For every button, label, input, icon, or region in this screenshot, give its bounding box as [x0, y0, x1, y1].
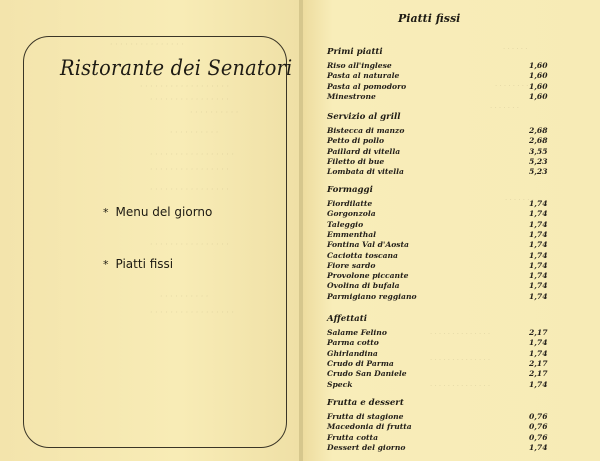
bleed-through-text: · · · · · · · · · · · · · · · · — [150, 95, 229, 104]
bullet-star-icon: * — [103, 206, 109, 219]
menu-item-name: Riso all'inglese — [327, 61, 392, 70]
menu-item-name: Macedonia di frutta — [327, 422, 412, 432]
menu-item-name: Fiore sardo — [327, 260, 376, 270]
menu-item-price: 1,74 — [529, 240, 548, 250]
menu-link-label: Menu del giorno — [115, 205, 213, 219]
menu-link-label: Piatti fissi — [115, 257, 174, 271]
menu-item-price: 1,74 — [529, 229, 548, 239]
menu-item-name: Pasta al naturale — [327, 71, 400, 81]
bleed-through-text: · · · · · · · · · · — [170, 128, 219, 137]
menu-item-price: 1,60 — [529, 71, 548, 81]
menu-item-price: 2,17 — [529, 358, 548, 368]
menu-del-giorno-link[interactable] — [103, 205, 212, 219]
bleed-through-text: · · · · · · · · · · · · · · · · — [150, 165, 229, 174]
menu-item-name: Pasta al pomodoro — [327, 81, 407, 91]
bleed-through-text: · · · · · · · · · · · · · · — [430, 330, 491, 338]
menu-item-name: Filetto di bue — [327, 156, 385, 166]
left-page — [0, 0, 299, 461]
menu-item-name: Fontina Val d'Aosta — [327, 240, 409, 250]
menu-item-name: Emmenthal — [327, 229, 377, 239]
bleed-through-text: · · · · · · · · · · — [190, 108, 239, 117]
menu-item-name: Ovolina di bufala — [327, 281, 400, 291]
bleed-through-text: · · · · · · · — [505, 196, 534, 204]
menu-item-price: 1,60 — [529, 91, 548, 101]
menu-item-name: Salame Felino — [327, 328, 387, 337]
menu-item-price: 0,76 — [529, 412, 548, 421]
menu-item-name: Lombata di vitella — [327, 167, 404, 177]
menu-item-name: Ghirlandina — [327, 348, 378, 358]
menu-border-frame — [23, 36, 287, 448]
bleed-through-text: · · · · · · · · · · · · · · · · · · — [140, 82, 230, 91]
menu-item-price: 2,68 — [529, 136, 548, 146]
menu-item-name: Bistecca di manzo — [327, 126, 405, 135]
bleed-through-text: · · · · · · · — [490, 104, 519, 112]
bleed-through-text: · · · · · · · · · · · · · · — [430, 382, 491, 390]
menu-item-name: Taleggio — [327, 219, 364, 229]
menu-item-price: 1,74 — [529, 379, 548, 389]
bleed-through-text: · · · · · · · · · · · · · · · — [110, 40, 184, 49]
bleed-through-text: · · · · · · · · · · · · · · — [430, 356, 491, 364]
menu-item-name: Crudo di Parma — [327, 358, 394, 368]
menu-item-name: Gorgonzola — [327, 209, 376, 219]
piatti-fissi-link[interactable] — [103, 257, 173, 271]
bleed-through-text: · · · · · · · · · · · · · · · · — [150, 185, 229, 194]
menu-item-price: 1,74 — [529, 338, 548, 348]
section-title: Primi piatti — [327, 47, 383, 57]
menu-item-price: 1,74 — [529, 442, 548, 452]
bullet-star-icon: * — [103, 258, 109, 271]
section-title: Affettati — [327, 314, 367, 324]
menu-item-price: 0,76 — [529, 432, 548, 442]
menu-item-name: Crudo San Daniele — [327, 369, 407, 379]
menu-item-price: 3,55 — [529, 146, 548, 156]
bleed-through-text: · · · · · · · · · · · · · · · · · — [150, 308, 234, 317]
section-title: Servizio al grill — [327, 112, 401, 122]
menu-item-name: Frutta di stagione — [327, 412, 404, 421]
menu-item-name: Petto di pollo — [327, 136, 385, 146]
restaurant-name: Ristorante dei Senatori — [60, 56, 293, 80]
menu-item-price: 2,17 — [529, 328, 548, 337]
menu-item-price: 2,68 — [529, 126, 548, 135]
bleed-through-text: · · · · · · · · · · · · · · · · · — [150, 150, 234, 159]
menu-item-price: 1,74 — [529, 260, 548, 270]
page-title: Piatti fissi — [398, 12, 461, 25]
menu-item-price: 1,74 — [529, 271, 548, 281]
menu-item-price: 1,74 — [529, 291, 548, 301]
menu-item-price: 1,74 — [529, 219, 548, 229]
menu-item-name: Fiordilatte — [327, 199, 373, 208]
menu-item-name: Provolone piccante — [327, 271, 409, 281]
section-title: Frutta e dessert — [327, 398, 404, 408]
menu-item-name: Parma cotto — [327, 338, 379, 348]
menu-item-name: Minestrone — [327, 91, 376, 101]
menu-item-price: 1,74 — [529, 348, 548, 358]
menu-item-price: 1,60 — [529, 61, 548, 70]
menu-item-price: 5,23 — [529, 167, 548, 177]
menu-item-price: 1,74 — [529, 250, 548, 260]
section-title: Formaggi — [327, 185, 373, 195]
bleed-through-text: · · · · · · · · · · · · · · · · — [150, 240, 229, 249]
menu-item-name: Dessert del giorno — [327, 442, 406, 452]
menu-item-price: 1,74 — [529, 199, 548, 208]
menu-item-price: 1,60 — [529, 81, 548, 91]
menu-item-price: 1,74 — [529, 281, 548, 291]
menu-item-name: Paillard di vitella — [327, 146, 401, 156]
menu-item-name: Frutta cotta — [327, 432, 378, 442]
menu-item-name: Speck — [327, 379, 353, 389]
bleed-through-text: · · · · · · · · · — [495, 82, 533, 90]
menu-item-price: 1,74 — [529, 209, 548, 219]
bleed-through-text: · · · · · · — [503, 45, 528, 53]
menu-item-name: Caciotta toscana — [327, 250, 398, 260]
menu-item-price: 0,76 — [529, 422, 548, 432]
menu-item-price: 5,23 — [529, 156, 548, 166]
menu-item-name: Parmigiano reggiano — [327, 291, 417, 301]
bleed-through-text: · · · · · · · · · · — [160, 292, 209, 301]
menu-item-price: 2,17 — [529, 369, 548, 379]
